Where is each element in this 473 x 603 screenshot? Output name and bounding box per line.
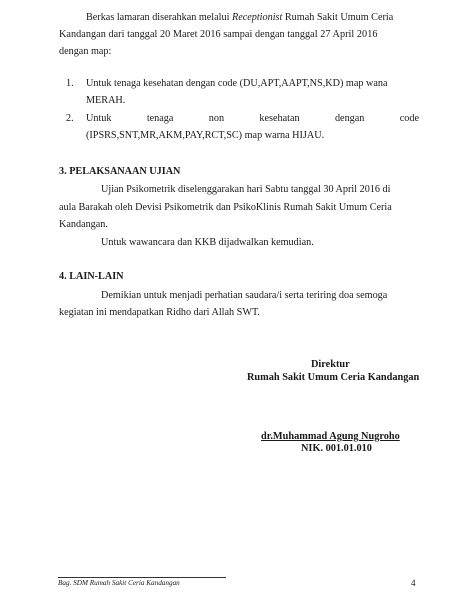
signature-organization: Rumah Sakit Umum Ceria Kandangan (247, 372, 420, 383)
section-4-heading: 4. LAIN-LAIN (59, 271, 124, 282)
signature-name: dr.Muhammad Agung Nugroho (261, 431, 400, 442)
section-4-paragraph-line-2: kegiatan ini mendapatkan Ridho dari Allah SWT. (59, 307, 260, 318)
map-list-item-2-word: non (208, 113, 225, 124)
map-list-item-2-word: kesehatan (259, 113, 300, 124)
map-list-item-2-line-1 (86, 111, 419, 127)
signature-nik: NIK. 001.01.010 (301, 443, 372, 454)
page-number: 4 (411, 578, 416, 588)
map-list-item-2-word: tenaga (146, 113, 174, 124)
section-3-paragraph-1-line-1: Ujian Psikometrik diselenggarakan hari Sabtu tanggal 30 April 2016 di (101, 184, 391, 195)
section-3-paragraph-1-line-3: Kandangan. (59, 219, 108, 230)
intro-line-2: Kandangan dari tanggal 20 Maret 2016 sampai dengan tanggal 27 April 2016 (59, 29, 378, 40)
map-list-item-2-word: code (399, 113, 419, 124)
map-list-item-2-line-2: (IPSRS,SNT,MR,AKM,PAY,RCT,SC) map warna HIJAU. (86, 130, 325, 141)
map-list-item-1-line-1: Untuk tenaga kesehatan dengan code (DU,APT,AAPT,NS,KD) map wana (86, 78, 388, 89)
section-4-paragraph-line-1: Demikian untuk menjadi perhatian saudara/i serta teriring doa semoga (101, 290, 388, 301)
signature-title: Direktur (311, 359, 350, 370)
intro-line-1-start: Berkas lamaran diserahkan melalui (86, 12, 230, 23)
intro-line-1-end: Rumah Sakit Umum Ceria (284, 12, 394, 23)
footer-text: Bag. SDM Rumah Sakit Ceria Kandangan (58, 579, 180, 587)
intro-line-3: dengan map: (59, 46, 112, 57)
intro-line-1 (86, 10, 393, 26)
map-list-item-2-number: 2. (66, 113, 74, 124)
map-list-item-2-word: Untuk (86, 113, 112, 124)
section-3-paragraph-2: Untuk wawancara dan KKB dijadwalkan kemudian. (101, 237, 314, 248)
footer-divider (58, 577, 226, 578)
section-3-heading: 3. PELAKSANAAN UJIAN (59, 166, 181, 177)
map-list-item-1-number: 1. (66, 78, 74, 89)
intro-line-1-italic: Receptionist (231, 12, 283, 23)
map-list-item-1-line-2: MERAH. (86, 95, 126, 106)
map-list-item-2-word: dengan (334, 113, 365, 124)
section-3-paragraph-1-line-2: aula Barakah oleh Devisi Psikometrik dan PsikoKlinis Rumah Sakit Umum Ceria (59, 202, 392, 213)
